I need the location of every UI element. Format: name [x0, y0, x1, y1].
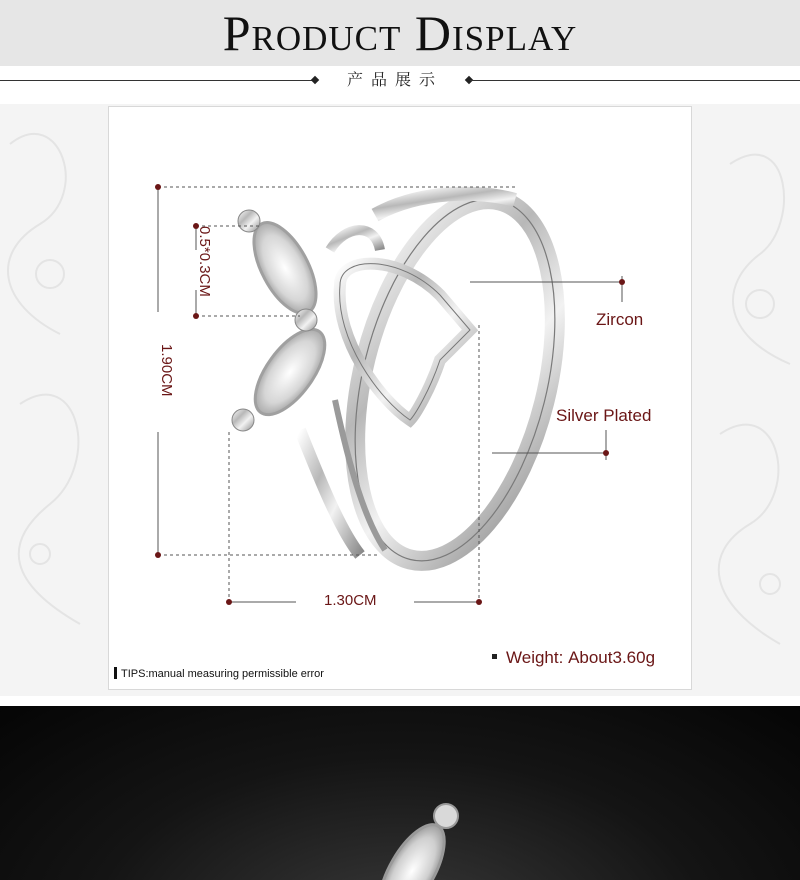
- stone-size-label: 0.5*0.3CM: [196, 226, 213, 297]
- weight-info: [492, 648, 655, 668]
- weight-value: About3.60g: [568, 648, 656, 667]
- zircon-label: Zircon: [596, 310, 644, 329]
- page-subtitle: 产品展示: [346, 70, 443, 89]
- silver-plated-label: Silver Plated: [556, 406, 652, 425]
- weight-label: Weight:: [506, 648, 564, 667]
- tips-bar-icon: [114, 667, 117, 679]
- dark-product-photo: [0, 706, 800, 880]
- zircon-gems: [232, 210, 338, 431]
- bullet-icon: [492, 654, 497, 659]
- height-label: 1.90CM: [158, 344, 175, 397]
- width-label: 1.30CM: [324, 592, 377, 609]
- page-title: Product Display: [222, 5, 578, 61]
- tips-text: TIPS:manual measuring permissible error: [121, 668, 324, 680]
- tips-note: [114, 667, 324, 681]
- dark-ring-illustration: [0, 706, 800, 880]
